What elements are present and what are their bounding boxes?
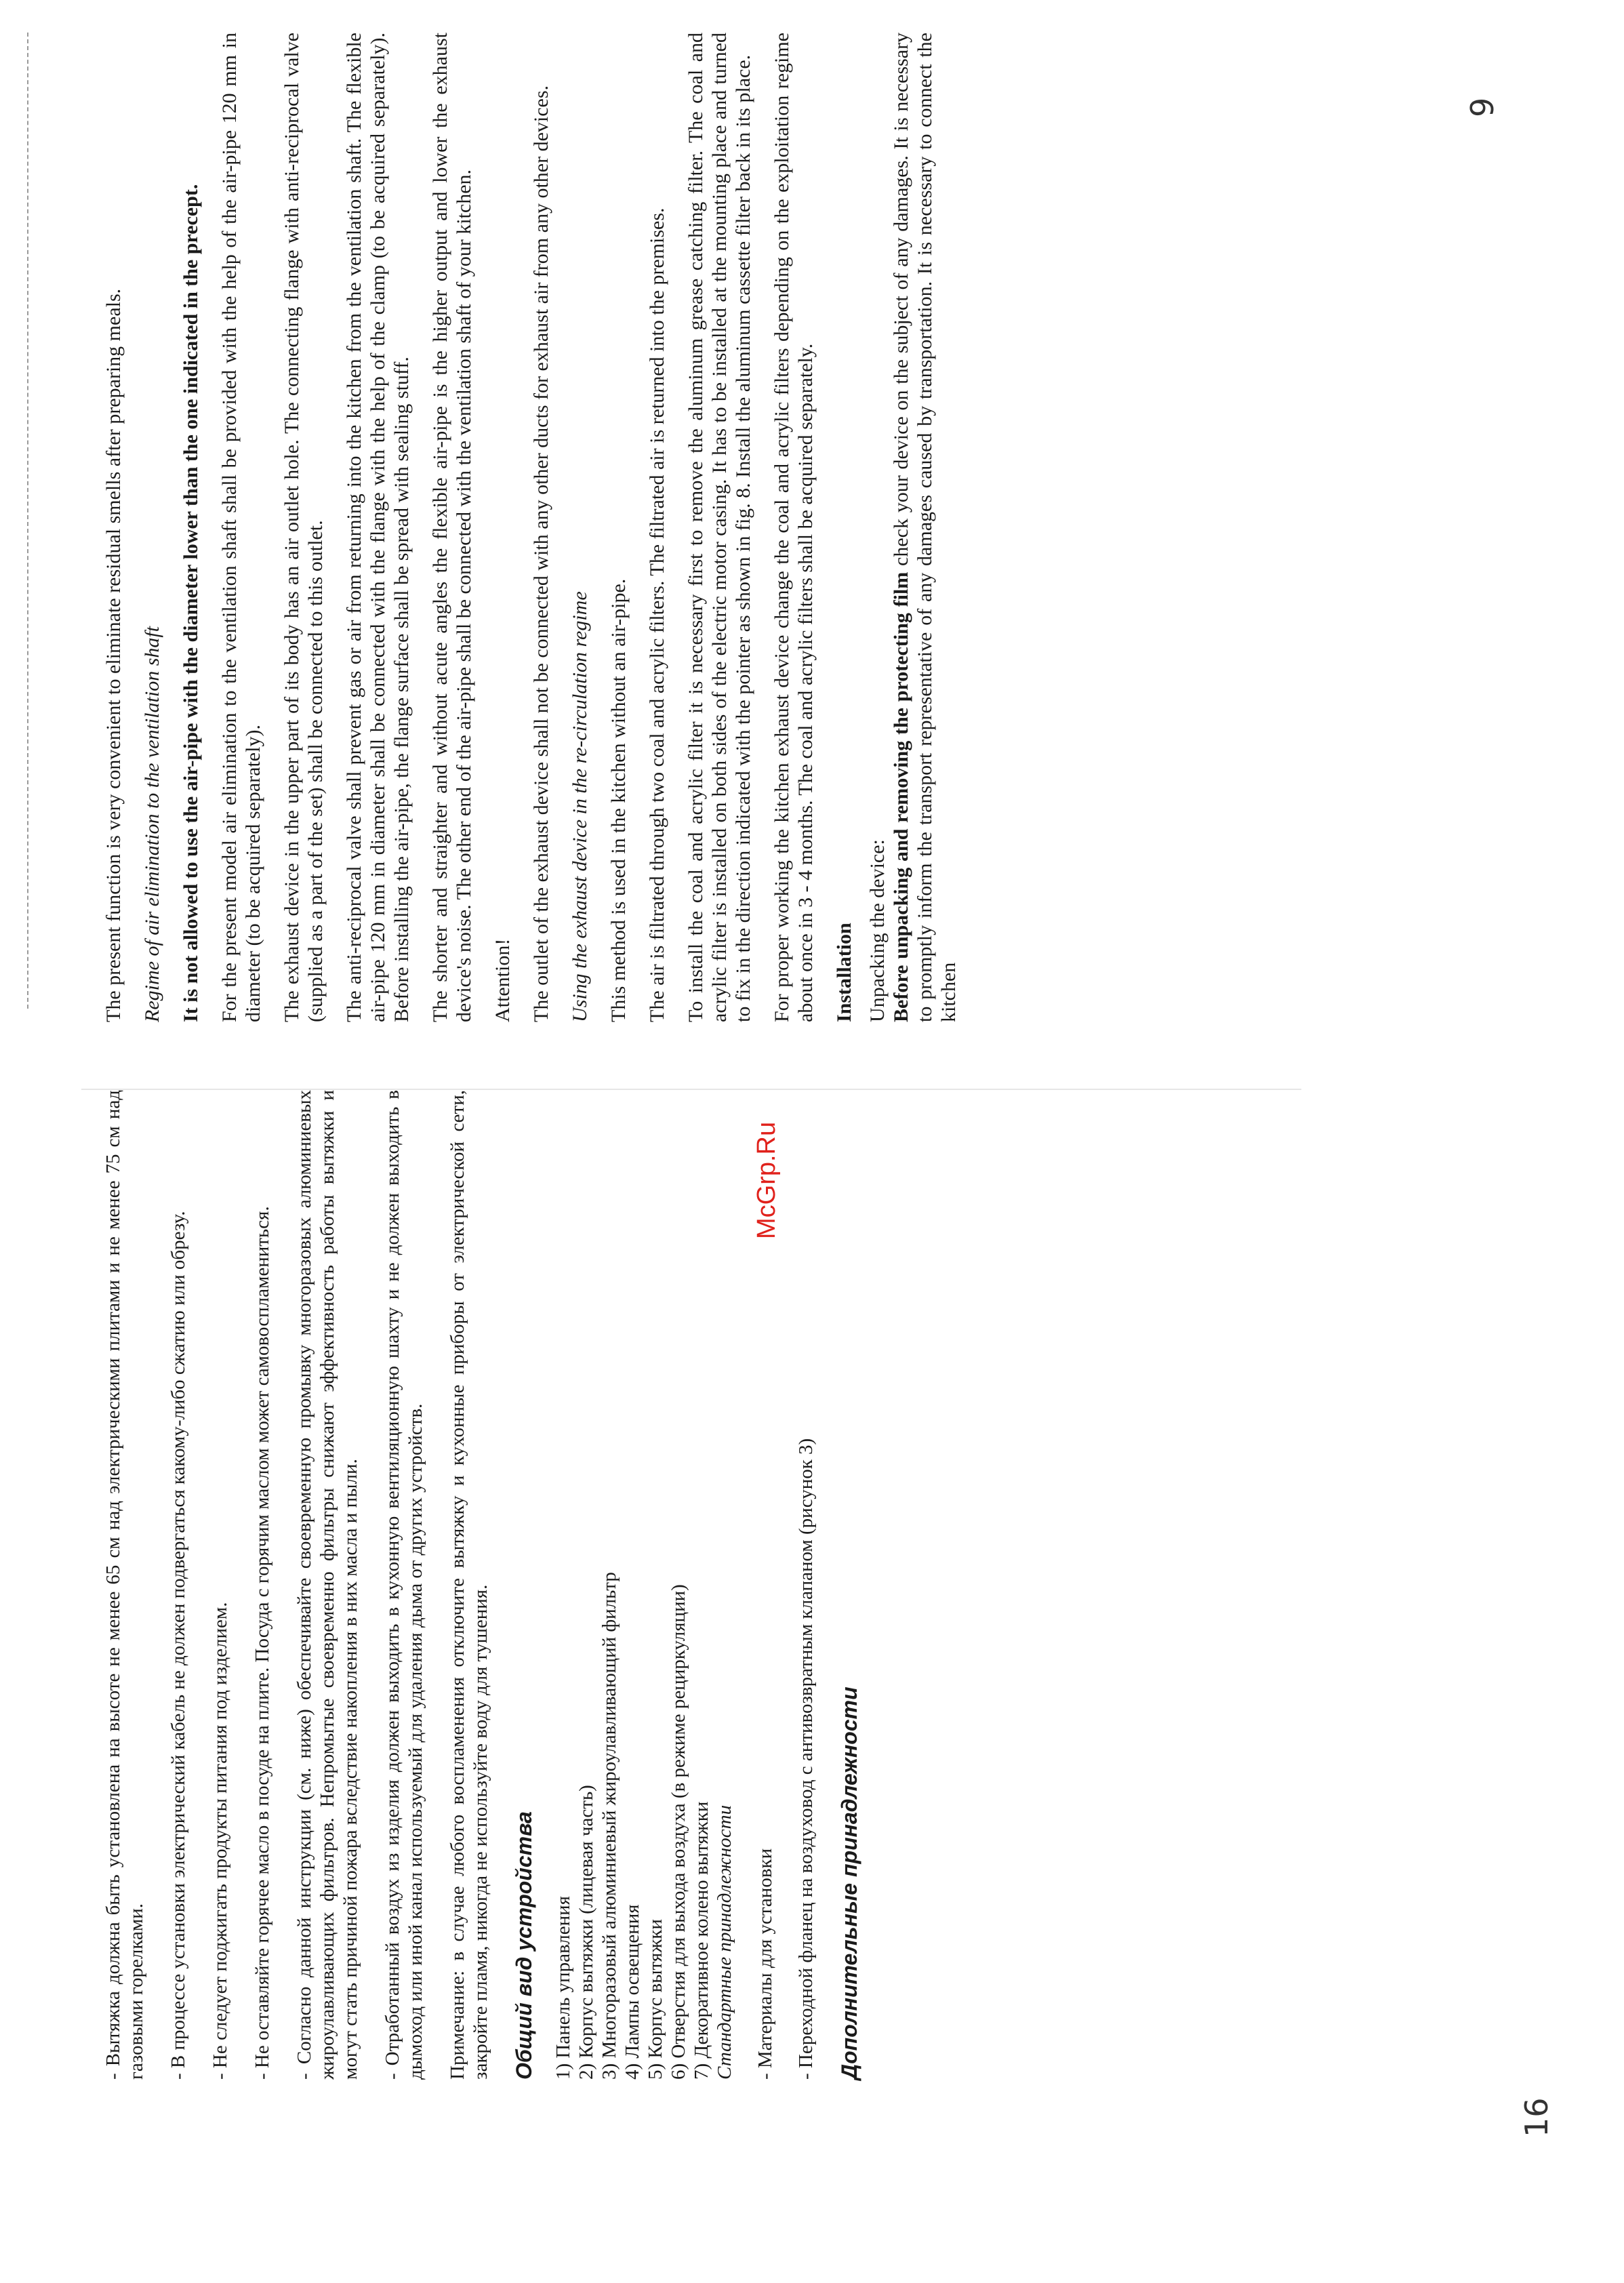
standard-accessories-label: Стандартные принадлежности	[714, 1804, 735, 2080]
diameter-warning: It is not allowed to use the air-pipe with the diameter lower than the one indicated in the precept.	[180, 184, 202, 1022]
installation-heading: Installation	[833, 923, 855, 1022]
additional-accessories-heading: Дополнительные принадлежности	[837, 1686, 861, 2080]
safety-height-paragraph: - Вытяжка должна быть установлена на высоте не менее 65 см над электрическими плитами и не менее 75 см над газовыми горелками.	[102, 1090, 147, 2080]
watermark: McGrp.Ru	[752, 1121, 781, 1239]
list-item: 1) Панель управления	[552, 1896, 574, 2080]
unpacking-bold: Before unpacking and removing the protecting film	[890, 571, 912, 1022]
list-item: 4) Лампы освещения	[622, 1904, 643, 2080]
filtration-paragraph: The air is filtrated through two coal and acrylic filters. The filtrated air is returned into the premises.	[646, 207, 668, 1022]
parts-list	[552, 1090, 736, 2080]
unpacking-rest: check your device on the subject of any damages. It is necessary to promptly inform the transport representative of any damages caused by transportation. It is necessary to connect the kitchen	[890, 33, 960, 1022]
function-paragraph: The present function is very convenient to eliminate residual smells after preparing meals.	[102, 288, 125, 1022]
list-item: 6) Отверстия для выхода воздуха (в режиме рециркуляции)	[668, 1584, 689, 2080]
filter-wash-paragraph: - Согласно данной инструкции (см. ниже) обеспечивайте своевременную промывку многоразовых алюминиевых жироулавливающих фильтров. Непромытые своевременно фильтры снижают эффективность работы вытяжки и могут стать причиной пожара вследствие накопления в них масла и пыли.	[293, 1090, 361, 2080]
materials-line: - Материалы для установки	[754, 1848, 776, 2080]
hot-oil-paragraph: - Не оставляйте горячее масло в посуде на плите. Посуда с горячим маслом может самовоспламениться.	[251, 1206, 273, 2080]
attention-label: Attention!	[491, 938, 514, 1022]
airpipe-paragraph: For the present model air elimination to the ventilation shaft shall be provided with the help of the air-pipe 120 mm in diameter (to be acquired separately).	[218, 33, 264, 1022]
right-page-column	[102, 33, 960, 1022]
general-view-heading: Общий вид устройства	[512, 1811, 536, 2080]
list-item: 5) Корпус вытяжки	[645, 1919, 666, 2080]
method-paragraph: This method is used in the kitchen without an air-pipe.	[607, 578, 630, 1022]
unpacking-paragraph	[889, 33, 960, 1022]
list-item: 7) Декоративное колено вытяжки	[691, 1801, 712, 2080]
note-paragraph: Примечание: в случае любого воспламенения отключите вытяжку и кухонные приборы от электрической сети, закройте пламя, никогда не используйте воду для тушения.	[447, 1090, 491, 2080]
change-filter-paragraph: For proper working the kitchen exhaust device change the coal and acrylic filters depending on the exploitation regime about once in 3 - 4 months. The coal and acrylic filters shall be acquired separately.	[771, 33, 817, 1022]
list-item: 2) Корпус вытяжки (лицевая часть)	[575, 1785, 597, 2080]
page-number-right: 9	[1464, 97, 1501, 117]
top-dashed-edge	[27, 33, 28, 1009]
shorter-pipe-paragraph: The shorter and straighter and without acute angles the flexible air-pipe is the higher output and lower the exhaust device's noise. The other end of the air-pipe shall be connected with the ventilation shaft of your kitchen.	[429, 33, 475, 1022]
food-paragraph: - Не следует поджигать продукты питания под изделием.	[209, 1602, 231, 2080]
outlet-paragraph: The exhaust device in the upper part of its body has an air outlet hole. The connecting flange with anti-reciprocal valve (supplied as a part of the set) shall be connected to this outlet.	[281, 33, 327, 1022]
valve-paragraph: The anti-reciprocal valve shall prevent gas or air from returning into the kitchen from the ventilation shaft. The flexible air-pipe 120 mm in diameter shall be connected with the flange with the help of the clamp (to be acquired separately). Before installing the air-pipe, the flange surface shall be spread with sealing stuff.	[343, 33, 413, 1022]
regime-shaft-heading: Regime of air elimination to the ventilation shaft	[141, 626, 163, 1022]
list-item: 3) Многоразовый алюминиевый жироулавливающий фильтр	[598, 1572, 620, 2080]
unpacking-line: Unpacking the device:	[866, 839, 889, 1022]
flange-line: - Переходной фланец на воздуховод с антивозвратным клапаном (рисунок 3)	[795, 1438, 817, 2080]
exhaust-air-paragraph: - Отработанный воздух из изделия должен выходить в кухонную вентиляционную шахту и не должен выходить в дымоход или иной канал используемый для удаления дыма от других устройств.	[382, 1090, 426, 2080]
outlet-warning-paragraph: The outlet of the exhaust device shall not be connected with any other ducts for exhaust air from any other devices.	[530, 85, 552, 1022]
cable-paragraph: - В процессе установки электрический кабель не должен подвергаться какому-либо сжатию или обрезу.	[167, 1211, 189, 2080]
page-number-left: 16	[1518, 2097, 1555, 2137]
install-filter-paragraph: To install the coal and acrylic filter it is necessary first to remove the aluminum grease catching filter. The coal and acrylic filter is installed on both sides of the electric motor casing. It has to be installed at the mounting place and turned to fix in the direction indicated with the pointer as shown in fig. 8. Install the aluminum cassette filter back in its place.	[685, 33, 754, 1022]
recirculation-heading: Using the exhaust device in the re-circulation regime	[569, 591, 591, 1022]
